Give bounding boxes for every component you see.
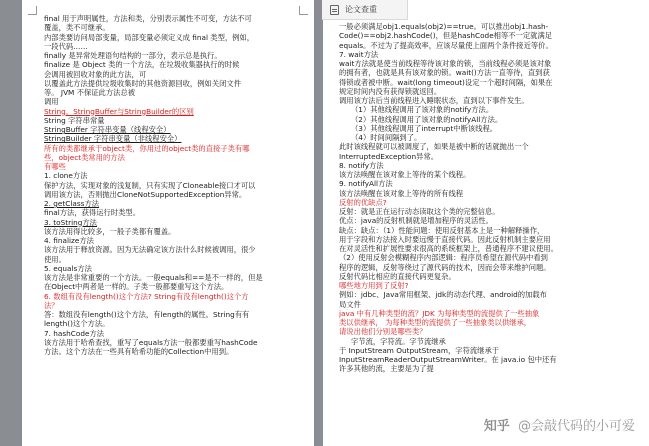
text-line: String，StringBuffer与StringBuilder的区别 — [44, 106, 194, 116]
text-line: 3. toString方法 — [44, 217, 97, 227]
text-line: 此时该线程就可以被调度了，如果是被中断的话就抛出一个 — [339, 142, 529, 152]
document-page-right — [323, 0, 649, 446]
text-line: （2）使用反射会模糊程序内部逻辑：程序员希望在源代码中看到 — [339, 253, 548, 263]
text-line: finalize 是 Object 类的一个方法，在垃圾收集器执行的时候 — [44, 60, 240, 70]
text-line: 在Object中两者是一样的。子类一般都要重写这个方法。 — [44, 282, 229, 292]
text-line: InterruptedException异常。 — [339, 151, 439, 161]
text-line: 缺点：缺点：（1）性能问题：使用反射基本上是一种解释操作， — [339, 225, 545, 235]
text-line: 该方法用得比较多，一般子类都有覆盖。 — [44, 226, 176, 236]
text-line: 的拥有者，也就是具有该对象的锁。wait()方法一直等待，直到获 — [339, 68, 550, 78]
text-line: （3）其他线程调用了interrupt中断该线程。 — [351, 123, 498, 133]
text-line: 用于字段和方法接入时要远慢于直接代码。因此反射机制主要应用 — [339, 234, 551, 244]
text-line: 局文件 — [339, 299, 361, 309]
text-line: 该方法唤醒在该对象上等待的所有线程 — [339, 188, 464, 198]
text-line: 7. hashCode方法 — [44, 328, 105, 338]
text-line: 例如：jdbc、Java常用框架、jdk的动态代理、android的加载布 — [339, 290, 547, 300]
text-line: final 用于声明属性，方法和类，分别表示属性不可变，方法不可 — [44, 14, 252, 23]
text-line: InputStreamReaderOutputStreamWriter。在 java.io 包中还有 — [339, 355, 557, 364]
text-line: 规定时间内没有获得锁就返回。 — [339, 86, 442, 96]
left-page-text — [44, 14, 300, 356]
text-line: 所有的类都继承于object类，你用过的object类的直接子类有哪 — [44, 143, 250, 153]
text-line: 一段代码…… — [44, 41, 88, 51]
text-line: 反射代码比相应的直接代码更复杂。 — [339, 271, 456, 281]
text-line: 于 InputStream OutputStream，字符流继承于 — [339, 345, 500, 355]
text-line: 答：数组没有length()这个方法，有length的属性。String有有 — [44, 310, 250, 319]
text-line: （4）时间间隔到了。 — [351, 133, 422, 142]
text-line: equals。不过为了提高效率，应该尽量使上面两个条件接近等价。 — [339, 40, 553, 50]
tab-plagiarism-check[interactable] — [322, 0, 408, 20]
text-line: 调用 — [44, 97, 59, 107]
text-line: StringBuilder 字符串变量（非线程安全） — [44, 134, 182, 144]
text-line: （2）其他线程调用了该对象的notifyAll方法。 — [351, 114, 503, 124]
text-line: StringBuffer 字符串变量（线程安全） — [44, 125, 171, 134]
text-line: 会调用被回收对象的此方法，可 — [44, 69, 147, 79]
text-line: 使用。 — [44, 254, 66, 264]
text-line: 程序的逻辑，反射等绕过了源代码的技术，因而会带来维护问题。 — [339, 262, 551, 272]
text-line: 该方法用于释放资源。因为无法确定该方法什么时候被调用，很少 — [44, 245, 256, 255]
text-line: 该方法唤醒在该对象上等待的某个线程。 — [339, 170, 471, 179]
text-line: 许多其他的流，主要是为了提 — [339, 364, 434, 374]
text-line: （1）其他线程调用了该对象的notify方法。 — [351, 105, 494, 115]
text-line: 以覆盖此方法提供垃圾收集时的其他资源回收，例如关闭文件 — [44, 78, 242, 88]
text-line: String 字符串常量 — [44, 115, 105, 125]
text-line: 字节流，字符流。字节流继承 — [351, 336, 446, 346]
text-line: java 中有几种类型的流？JDK 为每种类型的流提供了一些抽象 — [339, 308, 540, 318]
page-corner-mark — [28, 6, 37, 15]
text-line: 反射：就是正在运行动态读取这个类的完整信息。 — [339, 207, 500, 216]
text-line: Code()==obj2.hashCode()，但是hashCode相等不一定就满足 — [339, 31, 553, 41]
tab-label: 论文查重 — [345, 5, 377, 14]
text-line: 覆盖，类不可继承。 — [44, 23, 110, 33]
text-line: 调用该方法，否则抛出CloneNotSupportedException异常。 — [44, 189, 247, 199]
watermark-text: @会敲代码的小可爱 — [517, 419, 635, 434]
text-line: 调用该方法后当前线程进入睡眠状态，直到以下事件发生。 — [339, 96, 529, 105]
text-line: finally 是异常处理语句结构的一部分，表示总是执行。 — [44, 51, 222, 60]
text-line: 该方法是非常重要的一个方法。一般equals和==是不一样的，但是 — [44, 273, 263, 282]
text-line: 1. clone方法 — [44, 171, 88, 181]
text-line: 反射的优缺点? — [339, 197, 387, 207]
text-line: 内部类要访问局部变量，局部变量必须定义成 final 类型，例如， — [44, 32, 255, 42]
document-page-left — [22, 0, 314, 446]
text-line: 哪些地方用到了反射? — [339, 281, 409, 290]
text-line: 2. getClass方法 — [44, 199, 100, 208]
text-line: 保护方法，实现对象的浅复制，只有实现了Cloneable接口才可以 — [44, 180, 256, 190]
text-line: 法？ — [44, 300, 59, 310]
text-line: 得锁或者被中断。wait(long timeout)设定一个超时间隔，如果在 — [339, 77, 553, 87]
text-line: final方法，获得运行时类型。 — [44, 208, 140, 218]
text-line: 7. wait方法 — [339, 49, 379, 59]
text-line: 等。 JVM 不保证此方法总被 — [44, 88, 136, 97]
document-icon — [330, 5, 339, 15]
page-corner-mark — [299, 6, 308, 15]
text-line: 5. equals方法 — [44, 263, 92, 273]
text-line: length()这个方法。 — [44, 319, 110, 329]
text-line: 6. 数组有没有length()这个方法? String有没有length()这个方 — [44, 291, 249, 301]
text-line: 在对灵活性和扩展性要求很高的系统框架上，普通程序不建议使用。 — [339, 244, 558, 253]
text-line: 优点：java的反射机制就是增加程序的灵活性。 — [339, 216, 493, 226]
text-line: 有哪些 — [44, 162, 66, 171]
text-line: 9. notifyAll方法 — [339, 179, 393, 189]
zhihu-logo: 知乎 — [483, 419, 510, 434]
text-line: 方法。这个方法在一些具有哈希功能的Collection中用到。 — [44, 347, 234, 356]
text-line: 4. finalize方法 — [44, 236, 94, 245]
text-line: 请说出他们分别是哪些类？ — [339, 327, 427, 337]
text-line: 8. notify方法 — [339, 160, 384, 170]
text-line: 该方法用于哈希查找，重写了equals方法一般都要重写hashCode — [44, 337, 258, 347]
watermark — [484, 415, 635, 434]
right-page-text — [339, 22, 637, 374]
text-line: 一般必须满足obj1.equals(obj2)==true。可以推出obj1.hash- — [339, 22, 549, 31]
text-line: 些，object类常用的方法 — [44, 152, 125, 162]
text-line: wait方法就是使当前线程等待该对象的锁，当前线程必须是该对象 — [339, 59, 552, 68]
text-line: 类以供继承， 为每种类型的流提供了一些抽象类以供继承， — [339, 318, 532, 327]
